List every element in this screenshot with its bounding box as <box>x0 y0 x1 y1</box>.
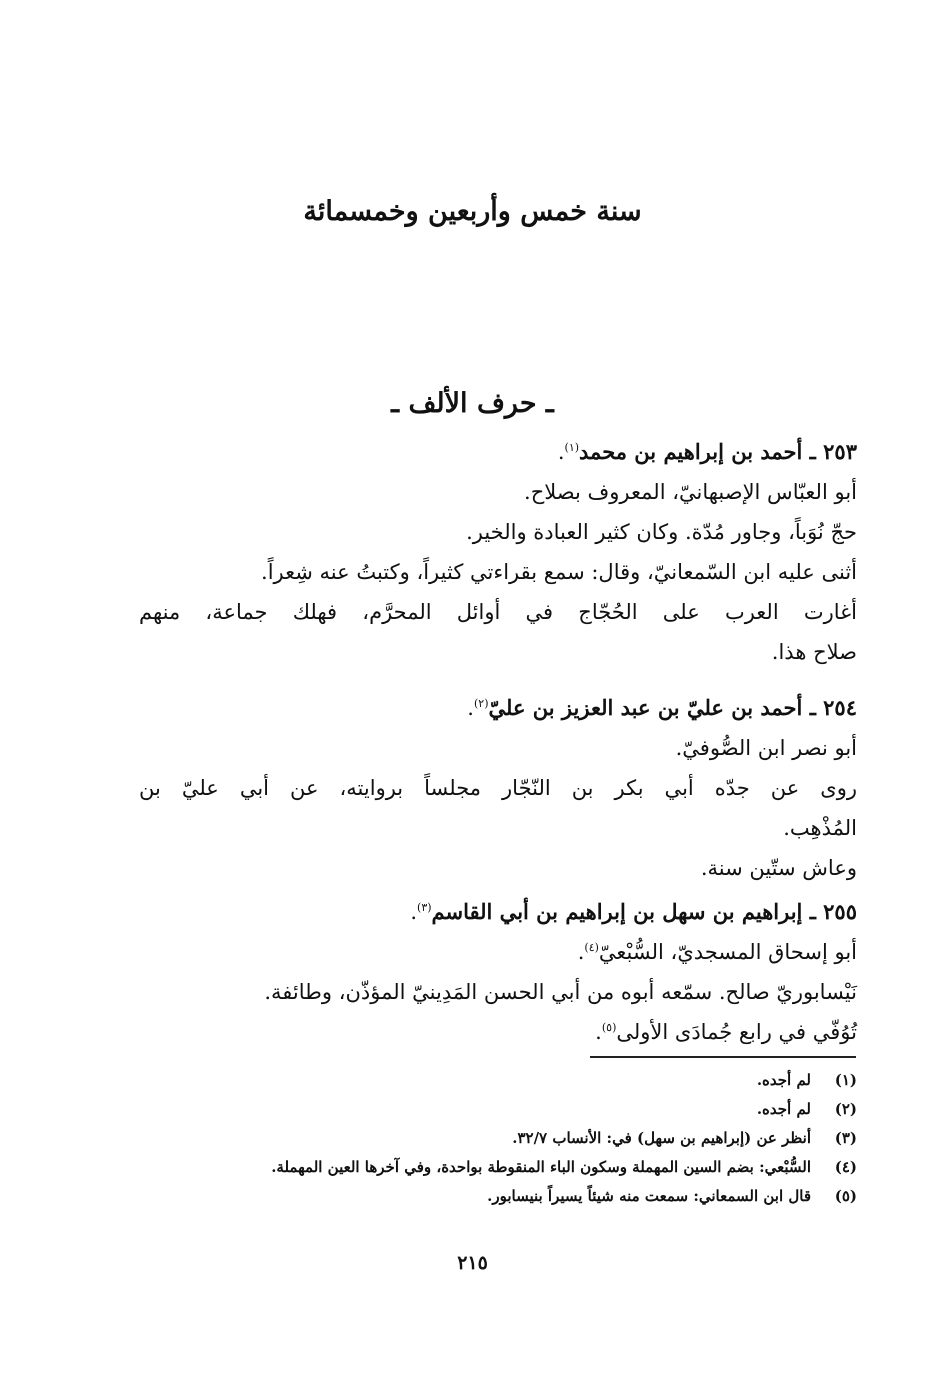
footnote-text: أنظر عن (إبراهيم بن سهل) في: الأنساب ٣٢/٧. <box>512 1129 811 1147</box>
entry-line-text: أبو إسحاق المسجديّ، السُّبْعيّ <box>598 940 857 964</box>
entry-title: ٢٥٣ ـ أحمد بن إبراهيم بن محمد <box>579 439 857 464</box>
footnote-number: (١) <box>834 1071 857 1089</box>
entry-line: المُذْهِب. <box>783 816 857 840</box>
entry-line: أبو العبّاس الإصبهانيّ، المعروف بصلاح. <box>524 480 857 504</box>
entry-title-line: ٢٥٤ ـ أحمد بن عليّ بن عبد العزيز بن عليّ$^{(٢)}$. <box>467 695 857 720</box>
entry-line: أثنى عليه ابن السّمعانيّ، وقال: سمع بقراءتي كثيراً، وكتبتُ عنه شِعراً. <box>261 560 857 584</box>
footnote <box>139 1124 857 1153</box>
footnote-ref: (١) <box>564 441 580 454</box>
footnotes <box>139 1066 857 1211</box>
footnote-text: لم أجده. <box>756 1100 811 1118</box>
footnote-number: (٤) <box>834 1158 857 1176</box>
footnote <box>139 1066 857 1095</box>
entry-line: تُوُفّي في رابع جُمادَى الأولى$^{(٥)}$. <box>595 1020 857 1044</box>
footnote-number: (٢) <box>834 1100 857 1118</box>
footnote-ref: (٣) <box>417 901 432 914</box>
year-heading: سنة خمس وأربعين وخمسمائة <box>303 196 642 227</box>
entry-line: أغارت العرب على الحُجّاج في أوائل المحرَّم، فهلك جماعة، منهم <box>139 600 857 624</box>
footnote <box>139 1153 857 1182</box>
entry-line: صلاح هذا. <box>771 640 857 664</box>
entry-line: حجّ نُوَباً، وجاور مُدّة. وكان كثير العبادة والخير. <box>466 520 857 544</box>
footnote-ref: (٤) <box>584 941 599 954</box>
entry-title: ٢٥٥ ـ إبراهيم بن سهل بن إبراهيم بن أبي القاسم <box>431 899 857 924</box>
footnote-text: قال ابن السمعاني: سمعت منه شيئاً يسيراً بنيسابور. <box>487 1187 811 1205</box>
entry-line: أبو إسحاق المسجديّ، السُّبْعيّ$^{(٤)}$. <box>577 940 857 964</box>
entry-title-line: ٢٥٣ ـ أحمد بن إبراهيم بن محمد$^{(١)}$. <box>557 439 857 464</box>
footnote <box>139 1095 857 1124</box>
footnote-number: (٣) <box>834 1129 857 1147</box>
entry-line: أبو نصر ابن الصُّوفيّ. <box>675 736 857 760</box>
entry-line-text: تُوُفّي في رابع جُمادَى الأولى <box>616 1020 857 1044</box>
entry-title: ٢٥٤ ـ أحمد بن عليّ بن عبد العزيز بن عليّ <box>488 695 857 720</box>
page-number: ٢١٥ <box>457 1252 488 1274</box>
footnote-text: السُّبْعي: بضم السين المهملة وسكون الباء المنقوطة بواحدة، وفي آخرها العين المهملة. <box>271 1158 811 1176</box>
entry-253 <box>139 432 857 672</box>
entry-line: وعاش ستّين سنة. <box>700 856 857 880</box>
footnote-ref: (٢) <box>473 697 489 710</box>
footnote-ref: (٥) <box>601 1021 617 1034</box>
entry-line: نَيْسابوريّ صالح. سمّعه أبوه من أبي الحسن المَدِينيّ المؤذّن، وطائفة. <box>264 980 857 1004</box>
entry-title-line: ٢٥٥ ـ إبراهيم بن سهل بن إبراهيم بن أبي القاسم$^{(٣)}$. <box>410 899 857 924</box>
footnote-text: لم أجده. <box>756 1071 811 1089</box>
footnote-divider <box>590 1056 856 1058</box>
footnote-number: (٥) <box>834 1187 857 1205</box>
entry-line: روى عن جدّه أبي بكر بن النّجّار مجلساً بروايته، عن أبي عليّ بن <box>139 776 857 800</box>
entry-254 <box>139 688 857 888</box>
letter-heading: ـ حرف الألف ـ <box>391 388 554 419</box>
entry-255 <box>139 892 857 1052</box>
footnote <box>139 1182 857 1211</box>
